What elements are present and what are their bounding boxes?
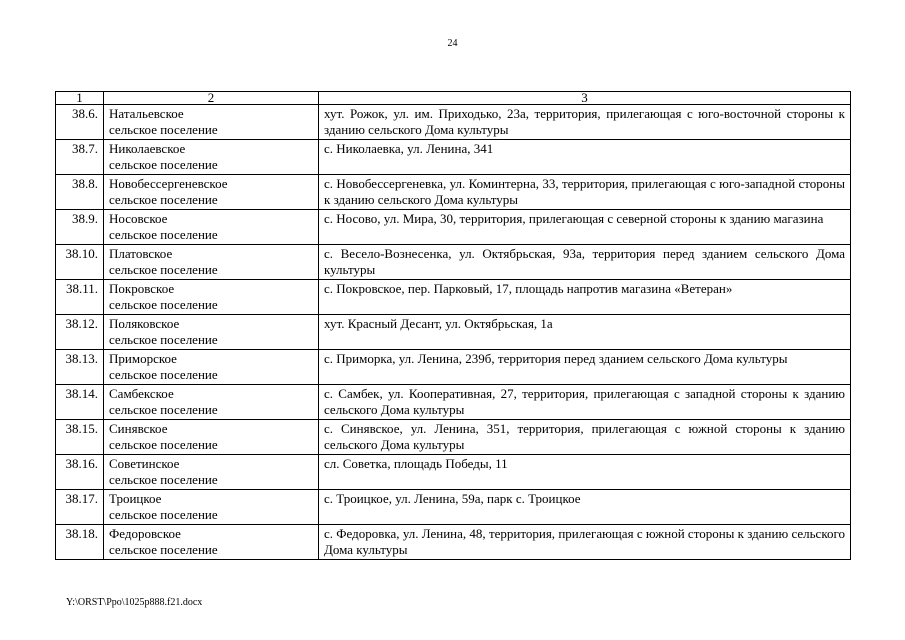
address-cell: хут. Красный Десант, ул. Октябрьская, 1а — [319, 315, 851, 350]
table-header-row — [56, 92, 851, 105]
settlement-type: сельское поселение — [109, 296, 218, 312]
settlement-type: сельское поселение — [109, 541, 218, 557]
settlement-type: сельское поселение — [109, 121, 218, 137]
settlement-name: Николаевское — [109, 141, 186, 156]
settlement-cell — [104, 350, 319, 385]
table-row — [56, 175, 851, 210]
settlement-cell — [104, 280, 319, 315]
settlement-name: Самбекское — [109, 386, 174, 401]
table-row — [56, 385, 851, 420]
row-number: 38.9. — [56, 210, 104, 245]
address-cell: с. Троицкое, ул. Ленина, 59а, парк с. Троицкое — [319, 490, 851, 525]
settlement-type: сельское поселение — [109, 436, 218, 452]
settlement-name: Носовское — [109, 211, 168, 226]
settlement-cell — [104, 105, 319, 140]
settlement-cell — [104, 525, 319, 560]
row-number: 38.15. — [56, 420, 104, 455]
row-number: 38.10. — [56, 245, 104, 280]
address-cell: с. Носово, ул. Мира, 30, территория, прилегающая с северной стороны к зданию магазина — [319, 210, 851, 245]
page-number: 24 — [447, 38, 458, 49]
row-number: 38.18. — [56, 525, 104, 560]
settlement-name: Советинское — [109, 456, 180, 471]
settlement-type: сельское поселение — [109, 226, 218, 242]
row-number: 38.6. — [56, 105, 104, 140]
table-row — [56, 280, 851, 315]
table-row — [56, 350, 851, 385]
settlement-type: сельское поселение — [109, 471, 218, 487]
settlement-type: сельское поселение — [109, 366, 218, 382]
settlement-cell — [104, 455, 319, 490]
address-cell: хут. Рожок, ул. им. Приходько, 23а, территория, прилегающая с юго-восточной стороны к зданию сельского Дома культуры — [319, 105, 851, 140]
address-cell: с. Весело-Вознесенка, ул. Октябрьская, 93а, территория перед зданием сельского Дома культуры — [319, 245, 851, 280]
settlement-cell — [104, 210, 319, 245]
row-number: 38.13. — [56, 350, 104, 385]
settlement-type: сельское поселение — [109, 401, 218, 417]
table-row — [56, 455, 851, 490]
settlement-name: Синявское — [109, 421, 168, 436]
settlement-name: Покровское — [109, 281, 175, 296]
settlement-name: Федоровское — [109, 526, 181, 541]
settlement-name: Поляковское — [109, 316, 180, 331]
row-number: 38.7. — [56, 140, 104, 175]
table-row — [56, 420, 851, 455]
settlement-type: сельское поселение — [109, 156, 218, 172]
table-row — [56, 245, 851, 280]
address-cell: сл. Советка, площадь Победы, 11 — [319, 455, 851, 490]
settlement-cell — [104, 420, 319, 455]
settlement-cell — [104, 140, 319, 175]
settlement-type: сельское поселение — [109, 331, 218, 347]
column-header-address: 3 — [319, 92, 851, 105]
settlement-name: Приморское — [109, 351, 177, 366]
table-row — [56, 105, 851, 140]
settlement-type: сельское поселение — [109, 261, 218, 277]
address-cell: с. Самбек, ул. Кооперативная, 27, территория, прилегающая с западной стороны к зданию сельского Дома культуры — [319, 385, 851, 420]
settlement-cell — [104, 245, 319, 280]
table-row — [56, 210, 851, 245]
row-number: 38.12. — [56, 315, 104, 350]
settlement-cell — [104, 175, 319, 210]
settlement-cell — [104, 490, 319, 525]
table-row — [56, 490, 851, 525]
address-cell: с. Синявское, ул. Ленина, 351, территория, прилегающая с южной стороны к зданию сельского Дома культуры — [319, 420, 851, 455]
column-header-settlement: 2 — [104, 92, 319, 105]
row-number: 38.11. — [56, 280, 104, 315]
address-cell: с. Николаевка, ул. Ленина, 341 — [319, 140, 851, 175]
settlements-table — [55, 91, 851, 560]
table-row — [56, 315, 851, 350]
settlement-name: Новобессергеневское — [109, 176, 228, 191]
address-cell: с. Приморка, ул. Ленина, 239б, территория перед зданием сельского Дома культуры — [319, 350, 851, 385]
settlement-name: Троицкое — [109, 491, 162, 506]
settlement-name: Платовское — [109, 246, 173, 261]
footer-file-path: Y:\ORST\Ppo\1025p888.f21.docx — [66, 597, 203, 608]
table-row — [56, 525, 851, 560]
settlement-cell — [104, 315, 319, 350]
row-number: 38.16. — [56, 455, 104, 490]
row-number: 38.14. — [56, 385, 104, 420]
row-number: 38.17. — [56, 490, 104, 525]
settlement-type: сельское поселение — [109, 506, 218, 522]
settlement-name: Натальевское — [109, 106, 184, 121]
settlement-type: сельское поселение — [109, 191, 218, 207]
column-header-number: 1 — [56, 92, 104, 105]
address-cell: с. Покровское, пер. Парковый, 17, площадь напротив магазина «Ветеран» — [319, 280, 851, 315]
settlement-cell — [104, 385, 319, 420]
table-row — [56, 140, 851, 175]
address-cell: с. Новобессергеневка, ул. Коминтерна, 33, территория, прилегающая с юго-западной стороны к зданию сельского Дома культуры — [319, 175, 851, 210]
row-number: 38.8. — [56, 175, 104, 210]
address-cell: с. Федоровка, ул. Ленина, 48, территория, прилегающая с южной стороны к зданию сельского Дома культуры — [319, 525, 851, 560]
